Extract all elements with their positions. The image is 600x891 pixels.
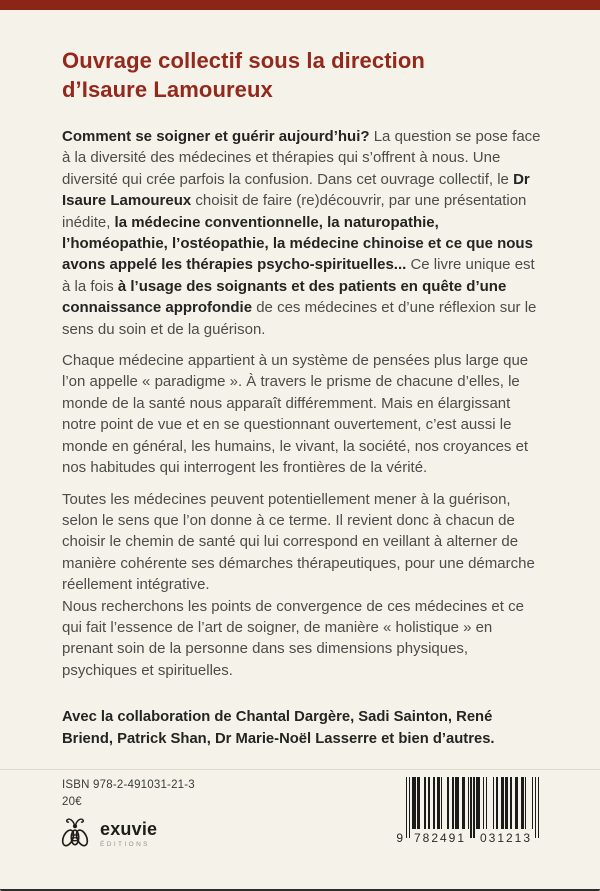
page-title xyxy=(62,46,544,104)
footer-divider xyxy=(0,769,600,770)
barcode-digits xyxy=(396,777,539,847)
collaboration-note: Avec la collaboration de Chantal Dargère, Sadi Sainton, René Briend, Patrick Shan, Dr Marie-Noël Lasserre et bien d’autres. xyxy=(62,709,495,747)
title-line-1: Ouvrage collectif sous la direction xyxy=(62,48,425,73)
paragraph-paradigme: Chaque médecine appartient à un système de pensées plus large que l’on appelle « paradigme ». À travers le prisme de chacune d’elles, le monde de la santé nous apparaît différemment. Mais en élargissant notre point de vue et en se questionnant ouvertement, c’est aussi le monde en général, les humains, le vivant, la société, nos croyances et nos habitudes qui interrogent les frontières de la vérité. xyxy=(62,352,529,477)
paragraph-intro: Comment se soigner et guérir aujourd’hui? La question se pose face à la diversité des médecines et thérapies qui s’offrent à nous. Une diversité qui crée parfois la confusion. Dans cet ouvrage collectif, le Dr Isaure Lamoureux choisit de faire (re)découvrir, par une présentation inédite, la médecine conventionnelle, la naturopathie, l’homéopathie, l’ostéopathie, la médecine chinoise et ce que nous avons appelé les thérapies psycho-spirituelles... Ce livre unique est à la fois à l’usage des soignants et des patients en quête d’une connaissance approfondie de ces médecines et d’une réflexion sur le sens du soin et de la guérison. xyxy=(62,128,541,338)
barcode-digit-group-1: 9 xyxy=(396,831,403,845)
paragraph-guerison: Toutes les médecines peuvent potentiellement mener à la guérison, selon le sens que l’on donne à ce terme. Il revient donc à chacun de choisir le chemin de santé qui lui correspond en veillant à alterner de manière cohérente ses démarches thérapeutiques, pour une démarche réellement intégrative. xyxy=(62,490,535,594)
barcode-digit-group-3: 031213 xyxy=(479,831,533,845)
publisher-logo xyxy=(58,814,157,850)
top-accent-bar xyxy=(0,0,600,10)
isbn-block xyxy=(62,777,195,811)
barcode xyxy=(396,777,539,852)
paragraph-convergence: Nous recherchons les points de convergence de ces médecines et ce qui fait l’essence de l’art de soigner, de manière « holistique » en prenant soin de la personne dans ses dimensions physiques, psychiques et spirituelles. xyxy=(62,597,524,679)
barcode-digit-group-2: 782491 xyxy=(413,831,467,845)
publisher-text xyxy=(100,814,157,848)
bee-icon xyxy=(58,816,92,850)
isbn-number: ISBN 978-2-491031-21-3 xyxy=(62,779,195,791)
publisher-tagline: ÉDITIONS xyxy=(100,841,150,848)
title-line-2: d’Isaure Lamoureux xyxy=(62,77,273,102)
publisher-name: exuvie xyxy=(100,819,158,839)
back-cover-text xyxy=(62,46,544,760)
price: 20€ xyxy=(62,796,82,808)
